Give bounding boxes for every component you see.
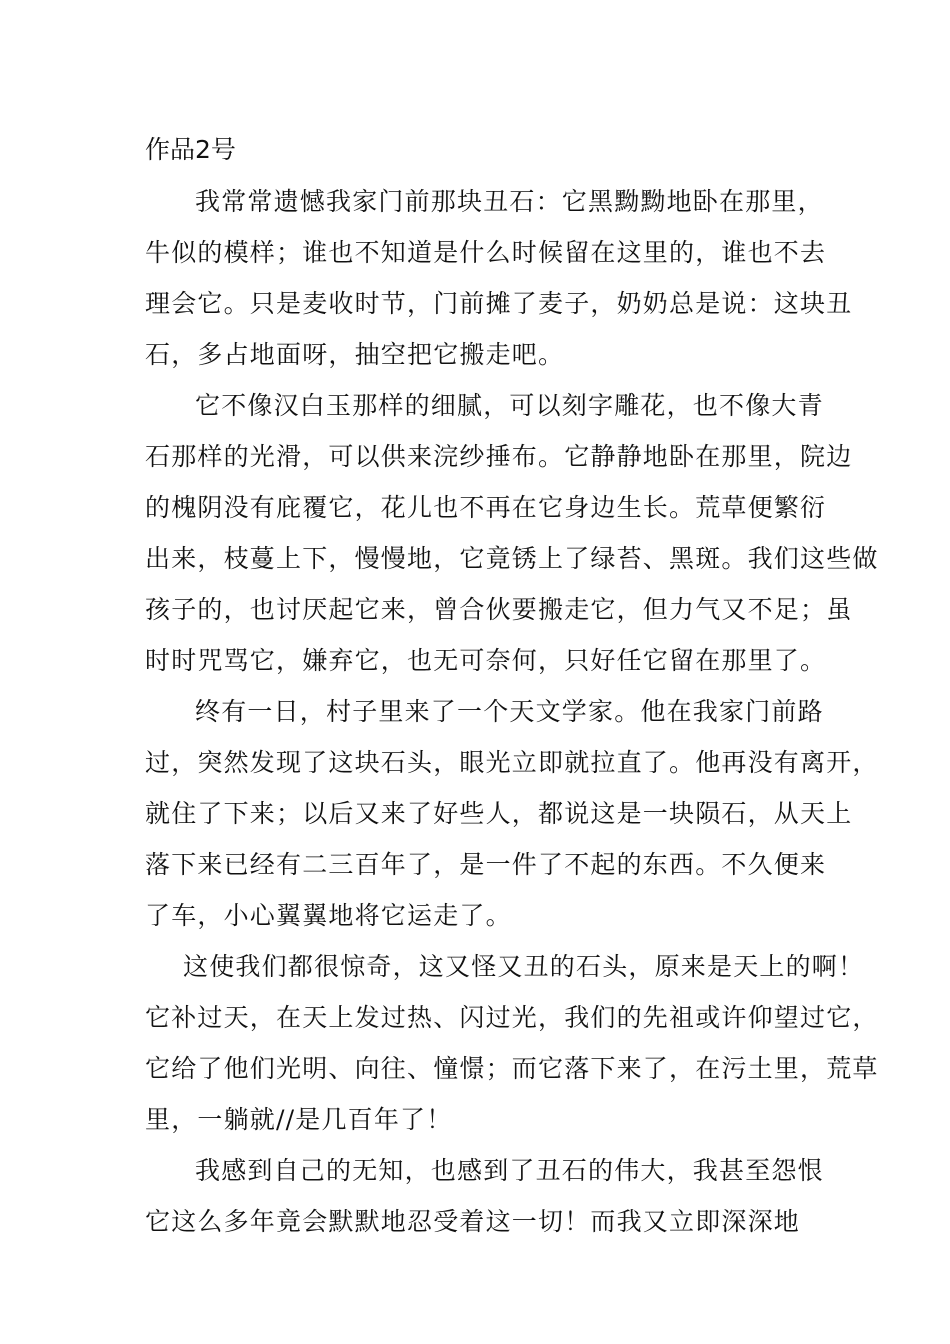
text-line: 它给了他们光明、向往、憧憬；而它落下来了，在污土里，荒草 bbox=[145, 1054, 879, 1083]
text-line: 它不像汉白玉那样的细腻，可以刻字雕花，也不像大青 bbox=[195, 391, 824, 420]
text-line: 落下来已经有二三百年了，是一件了不起的东西。不久便来 bbox=[145, 850, 827, 879]
text-line: 里，一躺就//是几百年了！ bbox=[145, 1105, 453, 1134]
document-body bbox=[145, 180, 879, 1251]
text-line: 孩子的，也讨厌起它来，曾合伙要搬走它，但力气又不足；虽 bbox=[145, 595, 853, 624]
text-line: 这使我们都很惊奇，这又怪又丑的石头，原来是天上的啊！ bbox=[183, 952, 865, 981]
text-line: 石，多占地面呀，抽空把它搬走吧。 bbox=[145, 340, 565, 369]
text-line: 了车，小心翼翼地将它运走了。 bbox=[145, 901, 512, 930]
text-line: 就住了下来；以后又来了好些人，都说这是一块陨石，从天上 bbox=[145, 799, 853, 828]
text-line: 出来，枝蔓上下，慢慢地，它竟锈上了绿苔、黑斑。我们这些做 bbox=[145, 544, 879, 573]
text-line: 我感到自己的无知，也感到了丑石的伟大，我甚至怨恨 bbox=[195, 1156, 824, 1185]
text-line: 过，突然发现了这块石头，眼光立即就拉直了。他再没有离开， bbox=[145, 748, 879, 777]
text-line: 牛似的模样；谁也不知道是什么时候留在这里的，谁也不去 bbox=[145, 238, 827, 267]
text-line: 终有一日，村子里来了一个天文学家。他在我家门前路 bbox=[195, 697, 824, 726]
text-line: 石那样的光滑，可以供来浣纱捶布。它静静地卧在那里，院边 bbox=[145, 442, 853, 471]
text-line: 理会它。只是麦收时节，门前摊了麦子，奶奶总是说：这块丑 bbox=[145, 289, 853, 318]
text-line: 时时咒骂它，嫌弃它，也无可奈何，只好任它留在那里了。 bbox=[145, 646, 827, 675]
text-line: 的槐阴没有庇覆它，花儿也不再在它身边生长。荒草便繁衍 bbox=[145, 493, 827, 522]
text-line: 它补过天，在天上发过热、闪过光，我们的先祖或许仰望过它， bbox=[145, 1003, 879, 1032]
text-line: 它这么多年竟会默默地忍受着这一切！而我又立即深深地 bbox=[145, 1207, 801, 1236]
text-line: 我常常遗憾我家门前那块丑石：它黑黝黝地卧在那里， bbox=[195, 187, 824, 216]
document-title: 作品2号 bbox=[145, 135, 236, 164]
